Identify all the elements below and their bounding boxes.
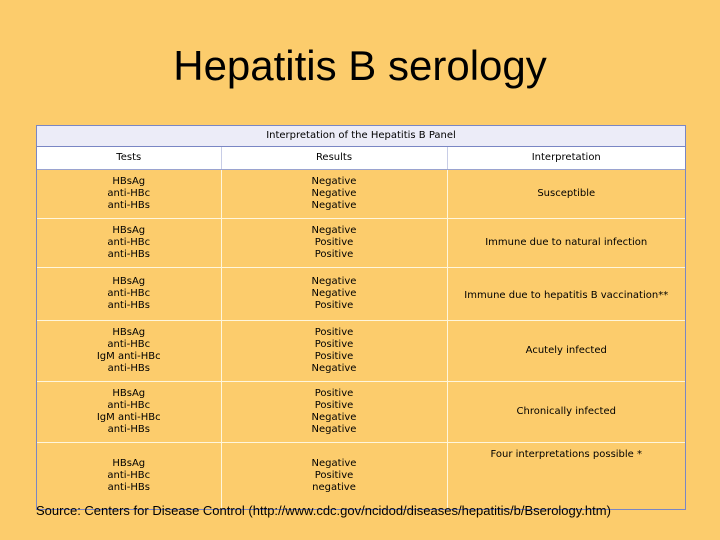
table-row [37, 170, 685, 219]
source-citation: Source: Centers for Disease Control (http://www.cdc.gov/ncidod/diseases/hepatitis/b/Bserology.htm) [36, 503, 611, 518]
interpretation-cell: Immune due to hepatitis B vaccination** [447, 268, 685, 321]
results-cell: Negative Negative Positive [221, 268, 447, 321]
tests-cell: HBsAg anti-HBc anti-HBs [37, 219, 221, 268]
results-cell: Negative Positive negative [221, 443, 447, 510]
tests-cell: HBsAg anti-HBc IgM anti-HBc anti-HBs [37, 321, 221, 382]
tests-cell: HBsAg anti-HBc IgM anti-HBc anti-HBs [37, 382, 221, 443]
table-caption: Interpretation of the Hepatitis B Panel [37, 126, 685, 147]
results-cell: Negative Positive Positive [221, 219, 447, 268]
table-row [37, 382, 685, 443]
tests-cell: HBsAg anti-HBc anti-HBs [37, 443, 221, 510]
results-cell: Negative Negative Negative [221, 170, 447, 219]
table-row [37, 219, 685, 268]
table-row [37, 268, 685, 321]
results-cell: Positive Positive Positive Negative [221, 321, 447, 382]
table-row [37, 321, 685, 382]
header-interpretation: Interpretation [447, 147, 685, 170]
tests-cell: HBsAg anti-HBc anti-HBs [37, 170, 221, 219]
interpretation-cell: Acutely infected [447, 321, 685, 382]
hepatitis-b-panel-table [36, 125, 686, 510]
table-row [37, 443, 685, 510]
interpretation-cell: Chronically infected [447, 382, 685, 443]
results-cell: Positive Positive Negative Negative [221, 382, 447, 443]
interpretation-cell: Susceptible [447, 170, 685, 219]
interpretation-cell: Four interpretations possible * [490, 449, 643, 460]
slide-title: Hepatitis B serology [173, 42, 547, 89]
tests-cell: HBsAg anti-HBc anti-HBs [37, 268, 221, 321]
header-results: Results [221, 147, 447, 170]
interpretation-cell: Immune due to natural infection [447, 219, 685, 268]
header-tests: Tests [37, 147, 221, 170]
